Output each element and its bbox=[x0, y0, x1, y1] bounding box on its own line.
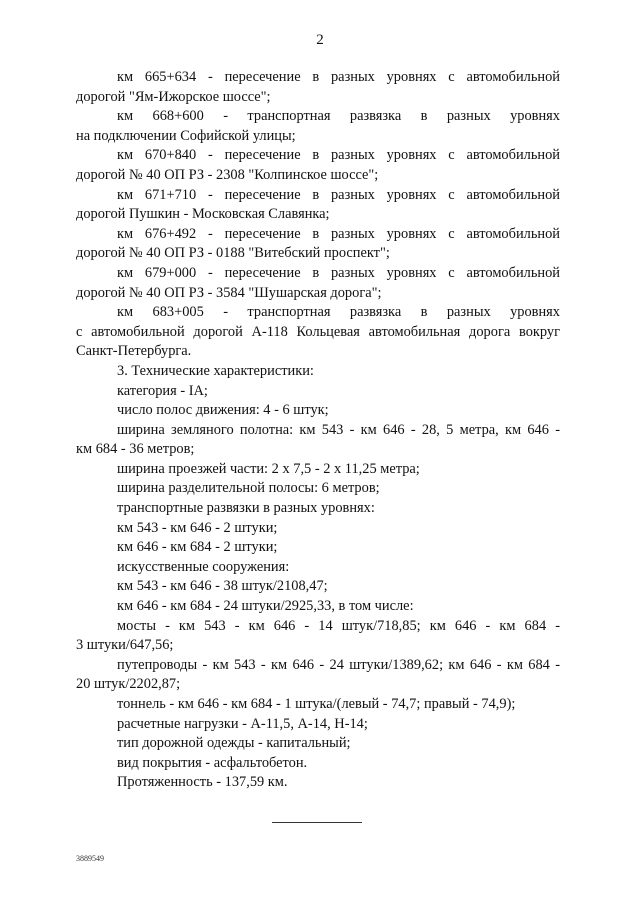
paragraph-line: транспортные развязки в разных уровнях: bbox=[117, 500, 375, 517]
paragraph-line: км 671+710 - пересечение в разных уровнях с автомобильной bbox=[117, 186, 560, 203]
paragraph-continuation-line: на подключении Софийской улицы; bbox=[76, 127, 296, 144]
paragraph-line: Протяженность - 137,59 км. bbox=[117, 774, 288, 791]
paragraph-line: расчетные нагрузки - А-11,5, А-14, Н-14; bbox=[117, 715, 368, 732]
paragraph-line: км 543 - км 646 - 2 штуки; bbox=[117, 519, 278, 536]
paragraph-continuation-line: км 684 - 36 метров; bbox=[76, 441, 195, 458]
paragraph-line: км 646 - км 684 - 24 штуки/2925,33, в том числе: bbox=[117, 598, 414, 615]
paragraph-line: км 646 - км 684 - 2 штуки; bbox=[117, 539, 278, 556]
paragraph-line: тоннель - км 646 - км 684 - 1 штука/(левый - 74,7; правый - 74,9); bbox=[117, 696, 516, 712]
paragraph-continuation-line: 3 штуки/647,56; bbox=[76, 637, 174, 654]
paragraph-line: км 668+600 - транспортная развязка в разных уровнях bbox=[117, 108, 560, 125]
paragraph-continuation-line: дорогой № 40 ОП РЗ - 0188 "Витебский проспект"; bbox=[76, 245, 390, 262]
paragraph-line: мосты - км 543 - км 646 - 14 штук/718,85; км 646 - км 684 - bbox=[117, 617, 560, 634]
paragraph-line: ширина земляного полотна: км 543 - км 646 - 28, 5 метра, км 646 - bbox=[117, 421, 560, 438]
document-body bbox=[76, 68, 560, 793]
paragraph-line: км 543 - км 646 - 38 штук/2108,47; bbox=[117, 578, 328, 595]
paragraph-line: ширина проезжей части: 2 х 7,5 - 2 х 11,25 метра; bbox=[117, 460, 420, 477]
paragraph-line: вид покрытия - асфальтобетон. bbox=[117, 754, 308, 771]
paragraph-continuation-line: Санкт-Петербурга. bbox=[76, 343, 192, 360]
paragraph-continuation-line: дорогой № 40 ОП РЗ - 3584 "Шушарская дорога"; bbox=[76, 284, 382, 301]
paragraph-line: км 679+000 - пересечение в разных уровнях с автомобильной bbox=[117, 264, 560, 281]
paragraph-line: путепроводы - км 543 - км 646 - 24 штуки/1389,62; км 646 - км 684 - bbox=[117, 656, 560, 673]
paragraph-line: искусственные сооружения: bbox=[117, 558, 290, 575]
paragraph-continuation-line: дорогой № 40 ОП РЗ - 2308 "Колпинское шоссе"; bbox=[76, 166, 379, 183]
paragraph-line: км 683+005 - транспортная развязка в разных уровнях bbox=[117, 304, 560, 321]
paragraph-continuation-line: дорогой Пушкин - Московская Славянка; bbox=[76, 206, 330, 223]
end-rule bbox=[272, 822, 362, 823]
paragraph-line: км 670+840 - пересечение в разных уровнях с автомобильной bbox=[117, 147, 560, 164]
document-id: 3889549 bbox=[76, 854, 104, 863]
paragraph-continuation-line: с автомобильной дорогой А-118 Кольцевая автомобильная дорога вокруг bbox=[76, 323, 560, 340]
paragraph-line: категория - IA; bbox=[117, 382, 208, 399]
paragraph-line: км 676+492 - пересечение в разных уровнях с автомобильной bbox=[117, 225, 560, 242]
paragraph-line: 3. Технические характеристики: bbox=[117, 362, 314, 379]
paragraph-line: тип дорожной одежды - капитальный; bbox=[117, 735, 351, 752]
paragraph-line: ширина разделительной полосы: 6 метров; bbox=[117, 480, 380, 497]
page-number: 2 bbox=[316, 32, 324, 48]
paragraph-line: км 665+634 - пересечение в разных уровнях с автомобильной bbox=[117, 69, 560, 85]
paragraph-continuation-line: дорогой "Ям-Ижорское шоссе"; bbox=[76, 88, 271, 105]
paragraph-continuation-line: 20 штук/2202,87; bbox=[76, 676, 181, 693]
paragraph-line: число полос движения: 4 - 6 штук; bbox=[117, 402, 329, 419]
